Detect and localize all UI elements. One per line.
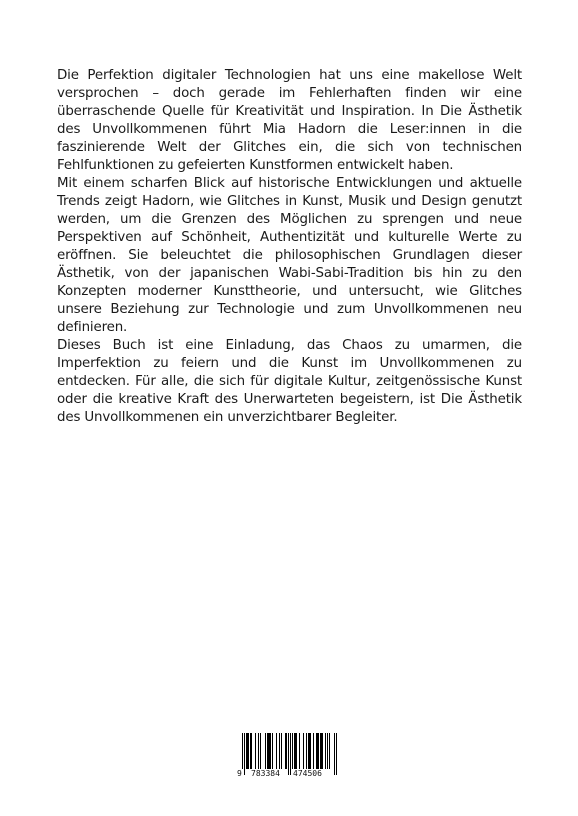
blurb-paragraph-3: Dieses Buch ist eine Einladung, das Chaos zu umarmen, die Imperfektion zu feiern und die Kunst im Unvollkommenen zu entdecken. Für alle, die sich für digitale Kultur, zeitgenössische Kunst oder die kreative Kraft des Unerwarteten begeistern, ist Die Ästhetik des Unvollkommenen ein unverzichtbarer Begleiter.	[57, 338, 522, 425]
barcode-bar	[322, 733, 323, 769]
barcode-bar	[308, 733, 309, 769]
barcode-bar	[246, 733, 247, 769]
barcode-bar	[255, 733, 256, 769]
barcode-bar	[276, 733, 277, 769]
blurb-paragraph-2: Mit einem scharfen Blick auf historische Entwicklungen und aktuelle Trends zeigt Hadorn, wie Glitches in Kunst, Musik und Design genutzt werden, um die Grenzen des Möglichen zu sprengen und neue Perspektiven auf Schönheit, Authentizität und kulturelle Werte zu eröffnen. Sie beleuchtet die philosophischen Grundlagen dieser Ästhetik, von der japanischen Wabi-Sabi-Tradition bis hin zu den Konzepten moderner Kunsttheorie, und untersucht, wie Glitches unsere Beziehung zur Technologie und zum Unvollkommenen neu definieren.	[57, 176, 522, 335]
isbn-barcode	[236, 733, 340, 781]
barcode-bar	[248, 733, 249, 769]
barcode-bar	[269, 733, 270, 769]
barcode-first-digit: 9	[237, 769, 242, 778]
blurb-paragraph-1: Die Perfektion digitaler Technologien hat uns eine makellose Welt versprochen – doch gerade im Fehlerhaften finden wir eine überraschende Quelle für Kreativität und Inspiration. In Die Ästhetik des Unvollkommenen führt Mia Hadorn die Leser:innen in die faszinierende Welt der Glitches ein, die sich von technischen Fehlfunktionen zu gefeierten Kunstformen entwickelt haben.	[57, 68, 522, 173]
barcode-bar	[318, 733, 319, 769]
barcode-bar	[320, 733, 321, 769]
barcode-bar	[299, 733, 300, 769]
barcode-bar	[251, 733, 252, 769]
back-cover-blurb	[57, 67, 522, 427]
barcode-bar	[285, 733, 286, 769]
barcode-bar	[310, 733, 311, 769]
barcode-bar	[281, 733, 282, 769]
barcode-bar	[295, 733, 296, 769]
barcode-bar	[250, 733, 251, 769]
barcode-bar	[296, 733, 297, 769]
barcode-bar	[268, 733, 269, 769]
barcode-bar	[303, 733, 304, 769]
barcode-bar	[260, 733, 261, 769]
barcode-bar	[267, 733, 268, 769]
barcode-bar	[306, 733, 307, 769]
barcode-right-group: 474506	[293, 769, 322, 778]
barcode-bar	[327, 733, 328, 769]
barcode-bar	[286, 733, 287, 769]
barcode-bar	[272, 733, 273, 769]
barcode-bar	[316, 733, 317, 769]
barcode-bar	[313, 733, 314, 769]
barcode-bar	[294, 733, 295, 769]
barcode-bar	[329, 733, 330, 769]
barcode-left-group: 783384	[251, 769, 280, 778]
barcode-bar	[292, 733, 293, 769]
barcode-bar	[309, 733, 310, 769]
barcode-digits	[236, 769, 340, 781]
barcode-bar	[317, 733, 318, 769]
barcode-bar	[321, 733, 322, 769]
barcode-bar	[265, 733, 266, 769]
barcode-bar	[258, 733, 259, 769]
barcode-bar	[279, 733, 280, 769]
barcode-bar	[325, 733, 326, 769]
barcode-bar	[270, 733, 271, 769]
barcode-bar	[247, 733, 248, 769]
